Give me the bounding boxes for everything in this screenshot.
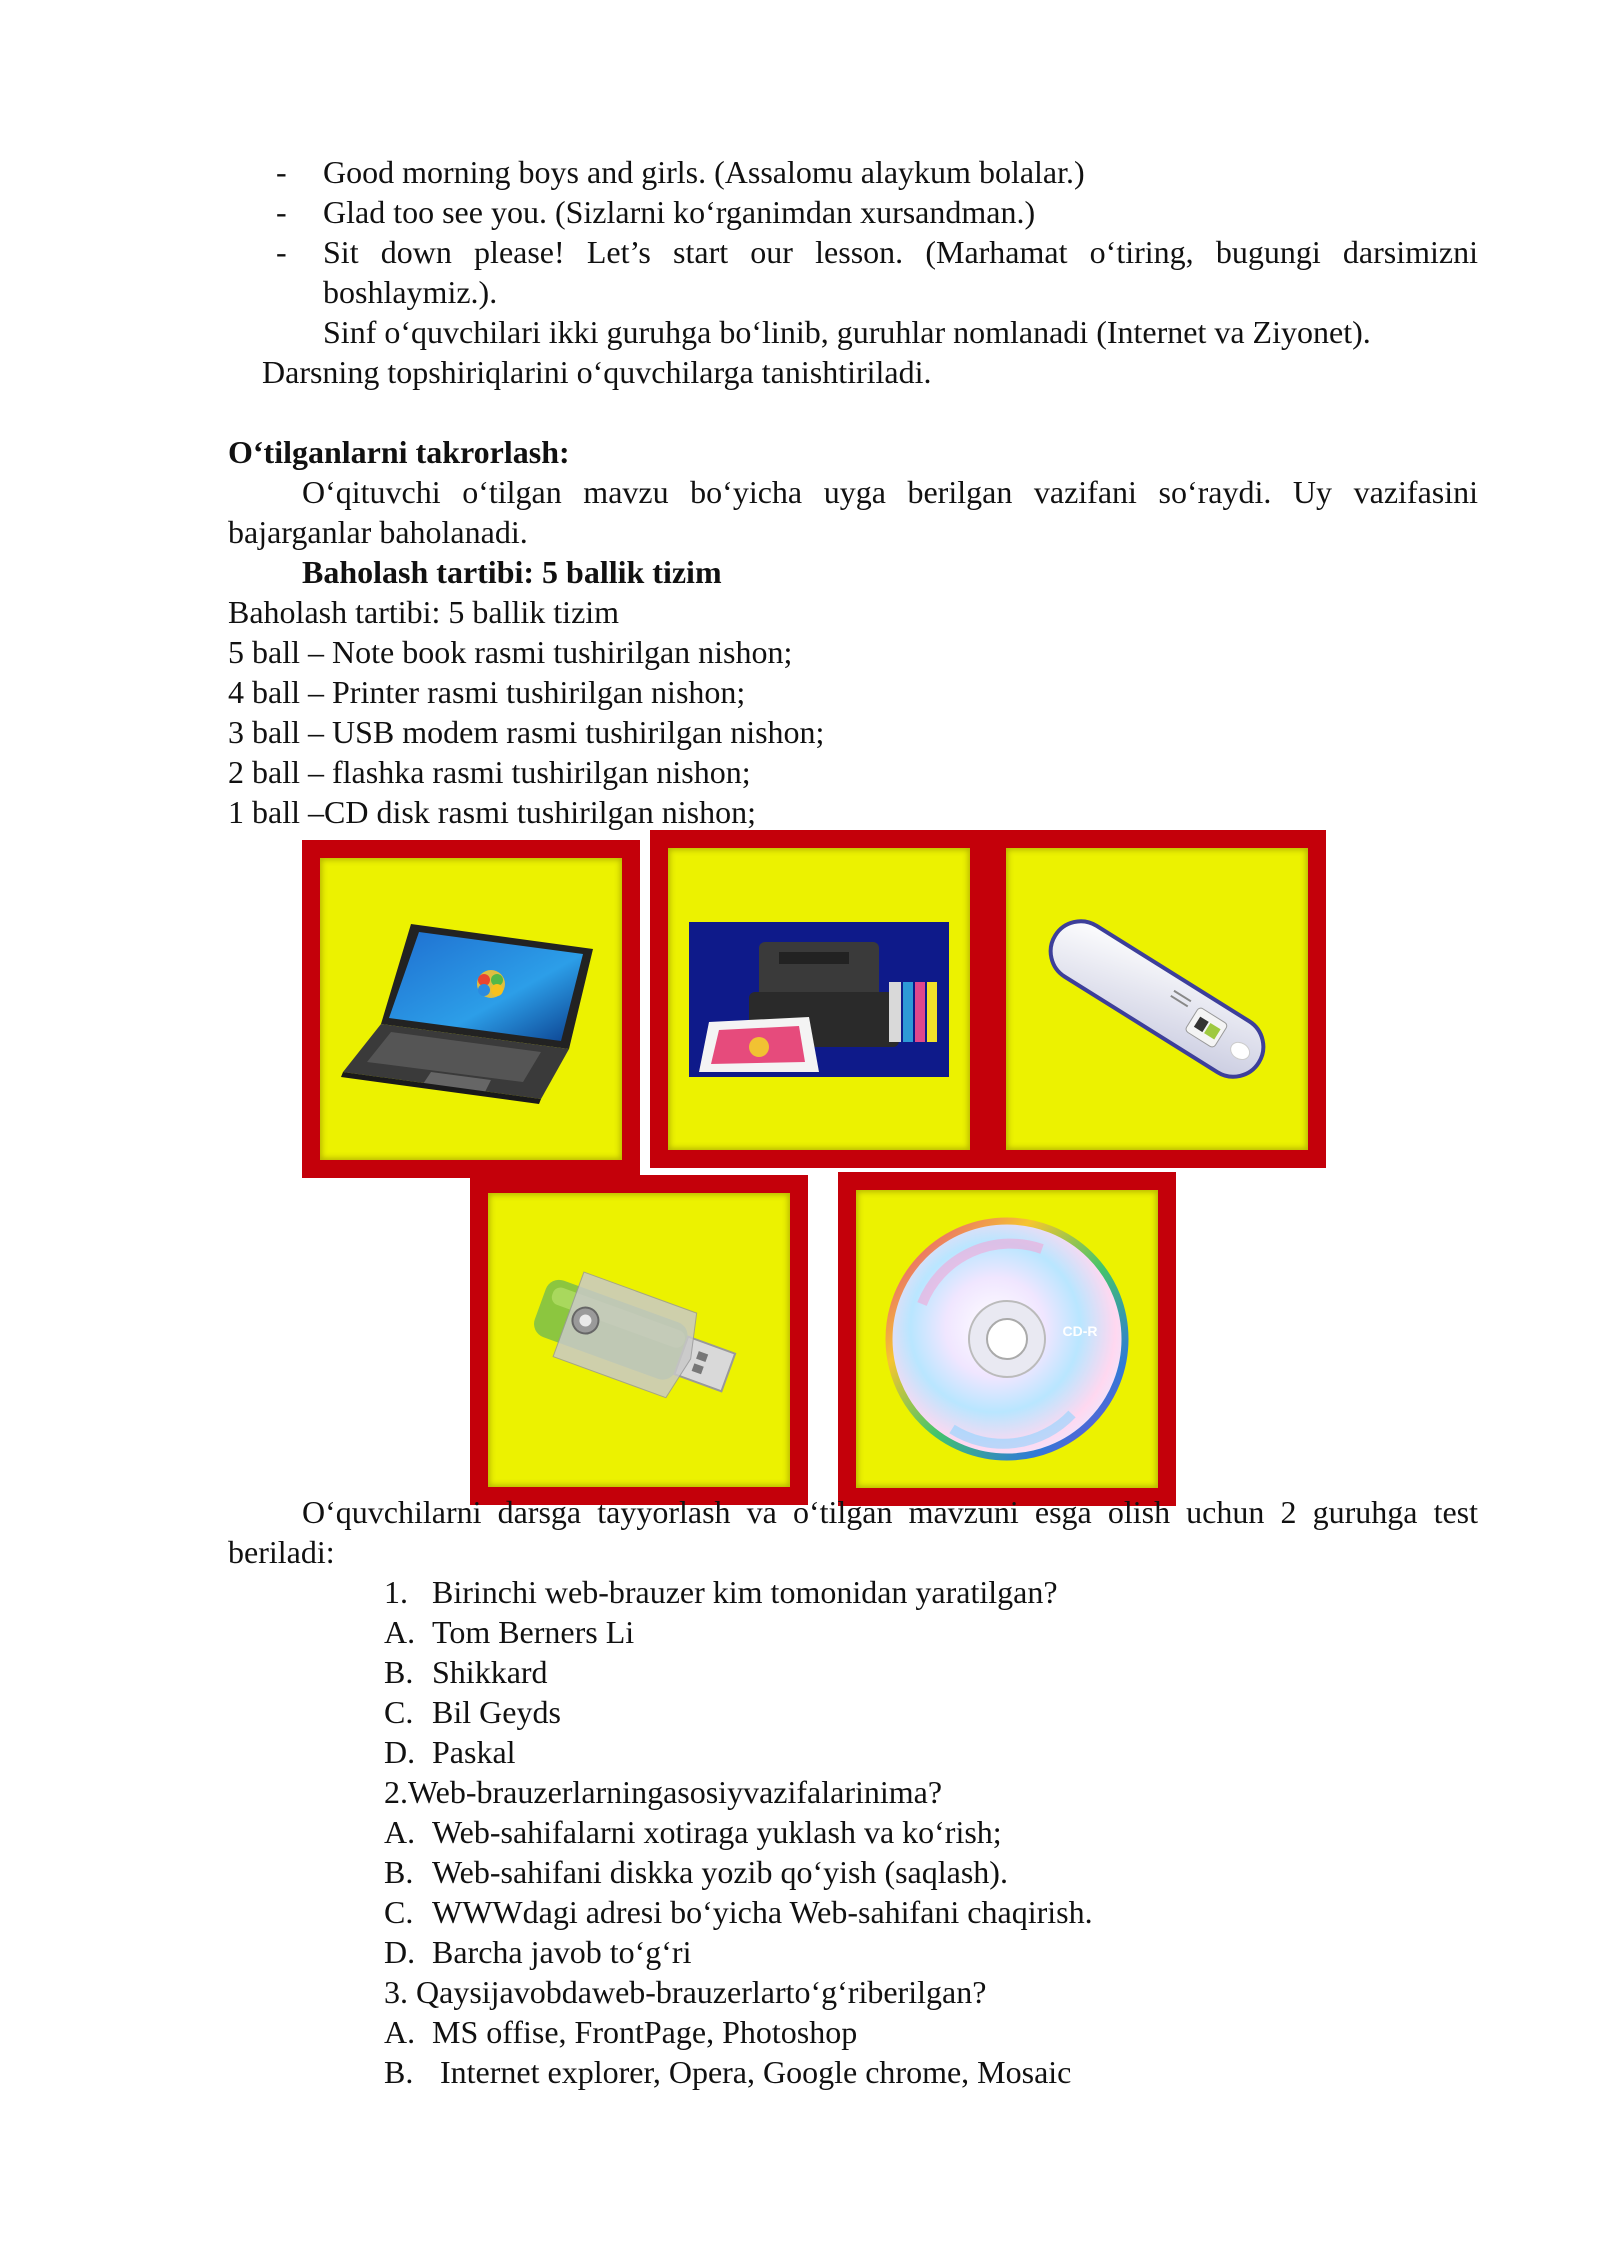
option-label: B. [384, 1854, 414, 1890]
badge-usb-modem [988, 830, 1326, 1168]
option-label: D. [384, 1934, 416, 1970]
option-label: C. [384, 1694, 414, 1730]
option-text: Bil Geyds [432, 1694, 561, 1730]
cd-label-text: CD-R [1062, 1323, 1098, 1339]
grading-title: Baholash tartibi: 5 ballik tizim [228, 594, 620, 630]
printer-icon [689, 922, 949, 1077]
badge-printer [650, 830, 988, 1168]
bullet-dash: - [276, 194, 287, 230]
answer-option [384, 1612, 634, 1652]
question-3: 3. Qaysijavobdaweb-brauzerlarto‘g‘riberilgan? [384, 1974, 987, 2010]
test-intro-line: beriladi: [228, 1534, 335, 1570]
answer-option [384, 1812, 1002, 1852]
question-text: Birinchi web-brauzer kim tomonidan yaratilgan? [432, 1574, 1058, 1610]
answer-option [384, 2012, 857, 2052]
answer-option [384, 1652, 548, 1692]
greeting-line: Good morning boys and girls. (Assalomu alaykum bolalar.) [323, 154, 1085, 190]
badge-notebook-inner [320, 858, 622, 1160]
question-2: 2.Web-brauzerlarningasosiyvazifalarinima? [384, 1774, 943, 1810]
review-paragraph-line: O‘qituvchi o‘tilgan mavzu bo‘yicha uyga berilgan vazifani so‘raydi. Uy vazifasini [302, 474, 1478, 510]
option-text: Web-sahifalarni xotiraga yuklash va ko‘rish; [432, 1814, 1002, 1850]
grading-scale-item: 2 ball – flashka rasmi tushirilgan nishon; [228, 754, 751, 790]
option-label: A. [384, 2014, 416, 2050]
review-paragraph-line: bajarganlar baholanadi. [228, 514, 528, 550]
option-label: C. [384, 1894, 414, 1930]
grading-scale-item: 1 ball –CD disk rasmi tushirilgan nishon; [228, 794, 756, 830]
grading-scale-item: 4 ball – Printer rasmi tushirilgan nishon; [228, 674, 746, 710]
groups-paragraph: Sinf o‘quvchilari ikki guruhga bo‘linib, guruhlar nomlanadi (Internet va Ziyonet). [323, 314, 1371, 350]
bullet-dash: - [276, 234, 287, 270]
badge-cd-disk [838, 1172, 1176, 1506]
option-label: D. [384, 1734, 416, 1770]
test-intro-line: O‘quvchilarni darsga tayyorlash va o‘tilgan mavzuni esga olish uchun 2 guruhga test [302, 1494, 1478, 1530]
badge-cd-disk-inner [856, 1190, 1158, 1488]
option-text: WWWdagi adresi bo‘yicha Web-sahifani chaqirish. [432, 1894, 1093, 1930]
option-label: B. [384, 1654, 414, 1690]
question-1 [384, 1572, 1058, 1612]
badge-flash-drive [470, 1175, 808, 1505]
answer-option [384, 1732, 516, 1772]
option-text: Internet explorer, Opera, Google chrome, Mosaic [432, 2054, 1072, 2090]
option-label: A. [384, 1614, 416, 1650]
usb-modem-icon [1027, 899, 1287, 1099]
grading-scale-item: 5 ball – Note book rasmi tushirilgan nishon; [228, 634, 793, 670]
badge-printer-inner [668, 848, 970, 1150]
answer-option [384, 1892, 1093, 1932]
tasks-paragraph: Darsning topshiriqlarini o‘quvchilarga tanishtiriladi. [262, 354, 932, 390]
grading-scale-item: 3 ball – USB modem rasmi tushirilgan nishon; [228, 714, 825, 750]
option-text: Barcha javob to‘g‘ri [432, 1934, 692, 1970]
option-label: A. [384, 1814, 416, 1850]
option-label: B. [384, 2054, 414, 2090]
option-text: MS offise, FrontPage, Photoshop [432, 2014, 858, 2050]
option-text: Paskal [432, 1734, 516, 1770]
option-text: Tom Berners Li [432, 1614, 635, 1650]
badge-usb-modem-inner [1006, 848, 1308, 1150]
greeting-line-continued: boshlaymiz.). [323, 274, 498, 310]
answer-option [384, 1692, 561, 1732]
answer-option [384, 1852, 1008, 1892]
review-heading: O‘tilganlarni takrorlash: [228, 434, 570, 470]
option-text: Shikkard [432, 1654, 548, 1690]
option-text: Web-sahifani diskka yozib qo‘yish (saqlash). [432, 1854, 1008, 1890]
badge-notebook [302, 840, 640, 1178]
answer-option [384, 1932, 691, 1972]
laptop-icon [341, 914, 601, 1104]
greeting-line: Sit down please! Let’s start our lesson. (Marhamat o‘tiring, bugungi darsimizni [323, 234, 1478, 270]
flash-drive-icon [524, 1255, 754, 1425]
bullet-dash: - [276, 154, 287, 190]
grading-heading: Baholash tartibi: 5 ballik tizim [302, 554, 722, 590]
cd-disk-icon [882, 1214, 1132, 1464]
question-number: 1. [384, 1574, 408, 1610]
greeting-line: Glad too see you. (Sizlarni ko‘rganimdan xursandman.) [323, 194, 1036, 230]
answer-option [384, 2052, 1071, 2092]
badge-flash-drive-inner [488, 1193, 790, 1487]
